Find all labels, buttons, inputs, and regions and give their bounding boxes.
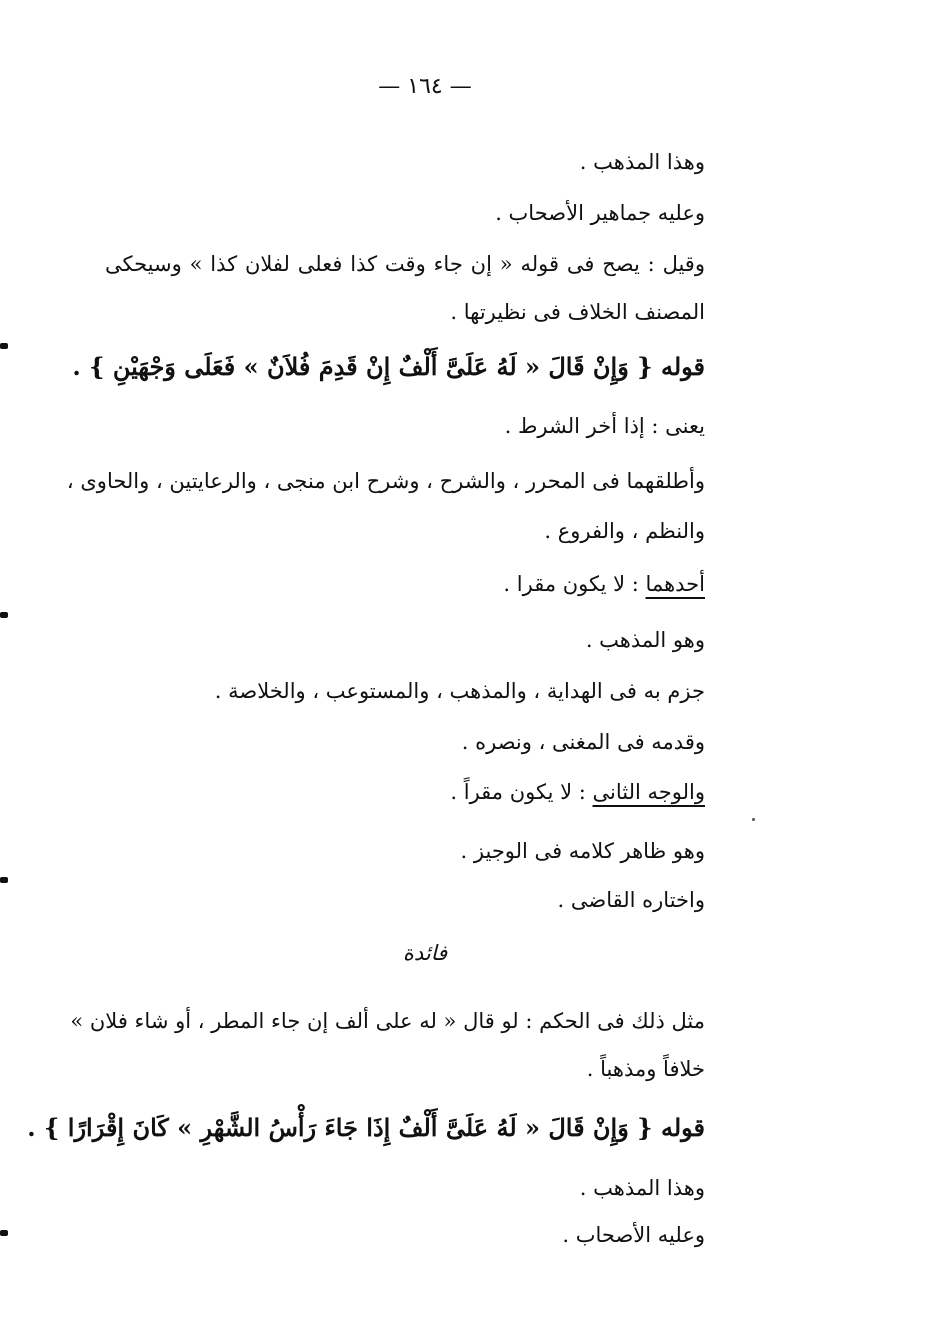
- page-number: — ١٦٤ —: [378, 74, 472, 99]
- section-heading: فائدة: [402, 941, 448, 965]
- margin-mark: [0, 1230, 8, 1236]
- text-line: وأطلقهما فى المحرر ، والشرح ، وشرح ابن منجى ، والرعايتين ، والحاوى ،: [66, 469, 705, 493]
- first-opinion-label: أحدهما: [645, 572, 705, 596]
- ink-speck: [752, 818, 755, 821]
- text-line: وقيل : يصح فى قوله « إن جاء وقت كذا فعلى لفلان كذا » وسيحكى: [105, 252, 705, 276]
- margin-mark: [0, 343, 8, 349]
- text-line: وهذا المذهب .: [579, 1176, 705, 1200]
- first-opinion-text: : لا يكون مقرا .: [503, 572, 639, 596]
- text-line: المصنف الخلاف فى نظيرتها .: [450, 300, 705, 324]
- text-line: [450, 776, 705, 808]
- text-line: خلافاً ومذهباً .: [586, 1057, 705, 1081]
- text-line: وهذا المذهب .: [579, 150, 705, 174]
- margin-mark: [0, 877, 8, 883]
- text-line: مثل ذلك فى الحكم : لو قال « له على ألف إن جاء المطر ، أو شاء فلان »: [70, 1009, 705, 1033]
- quoted-passage: قوله { وَإِنْ قَالَ « لَهُ عَلَىَّ أَلْفٌ إِذَا جَاءَ رَأْسُ الشَّهْرِ » كَانَ إِقْرَارًا } .: [27, 1113, 705, 1142]
- text-line: واختاره القاضى .: [557, 888, 705, 912]
- second-opinion-label: والوجه الثانى: [592, 780, 705, 804]
- text-line: والنظم ، والفروع .: [544, 519, 705, 543]
- second-opinion-text: : لا يكون مقراً .: [450, 780, 586, 804]
- text-line: جزم به فى الهداية ، والمذهب ، والمستوعب ، والخلاصة .: [214, 679, 705, 703]
- text-line: وعليه الأصحاب .: [562, 1223, 705, 1247]
- text-line: يعنى : إذا أخر الشرط .: [504, 414, 705, 438]
- text-line: وهو المذهب .: [585, 628, 705, 652]
- quoted-passage: قوله { وَإِنْ قَالَ « لَهُ عَلَىَّ أَلْفٌ إِنْ قَدِمَ فُلاَنٌ » فَعَلَى وَجْهَيْنِ } .: [72, 352, 705, 381]
- margin-mark: [0, 612, 8, 618]
- text-line: وقدمه فى المغنى ، ونصره .: [461, 730, 705, 754]
- text-line: وهو ظاهر كلامه فى الوجيز .: [460, 839, 705, 863]
- text-line: وعليه جماهير الأصحاب .: [495, 201, 705, 225]
- text-line: [503, 568, 705, 600]
